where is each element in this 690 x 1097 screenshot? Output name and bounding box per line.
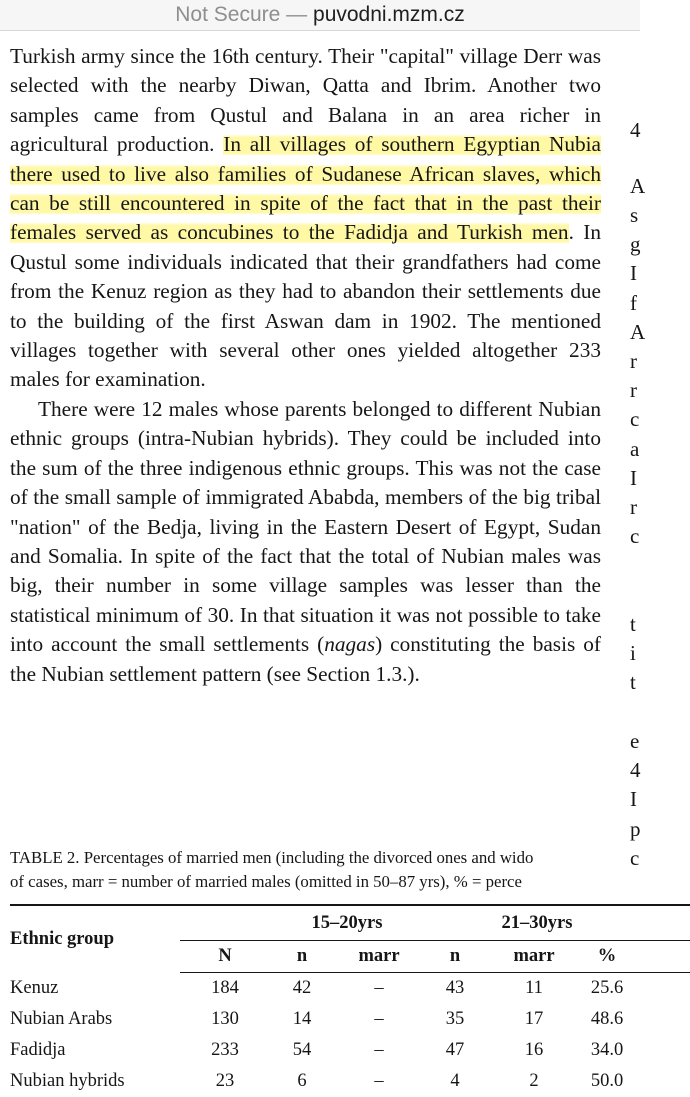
cell-marr1: – [334, 973, 424, 1005]
cell-group: Kenuz [10, 973, 180, 1005]
address-separator: — [286, 3, 307, 26]
caption-line-1: TABLE 2. Percentages of married men (including the divorced ones and wido [10, 846, 690, 870]
right-column-fragment: I [630, 466, 637, 491]
p1-text-end: In Qustul some individuals indicated that their grandfathers had come from the Kenuz region as they had to abandon their settlements due to the building of the first Aswan dam in 1902. The mentioned villages together with several other ones yielded altogether 233 males for examination. [10, 220, 601, 391]
col-n-15-20: n [270, 941, 334, 973]
table-body [10, 973, 690, 1097]
table-row [10, 1066, 690, 1097]
col-n-21-30: n [424, 941, 486, 973]
right-column-fragment: i [630, 641, 636, 666]
cell-n1: 6 [270, 1066, 334, 1097]
right-column-fragment: s [630, 203, 638, 228]
cell-marr1: – [334, 1066, 424, 1097]
col-pct-21-30: % [582, 941, 632, 973]
cell-n2: 43 [424, 973, 486, 1005]
table-caption [10, 846, 690, 894]
right-column-fragment: g [630, 232, 641, 257]
right-column-fragment: t [630, 670, 636, 695]
table-row [10, 1035, 690, 1066]
cell-pct: 25.6 [582, 973, 632, 1005]
cell-pct: 34.0 [582, 1035, 632, 1066]
right-column-fragment: 4 [630, 118, 641, 143]
age-group-21-30-label: 21–30yrs [502, 913, 573, 934]
right-column-fragment: I [630, 261, 637, 286]
cell-marr2: 16 [486, 1035, 582, 1066]
cell-marr1: – [334, 1035, 424, 1066]
cell-n2: 35 [424, 1004, 486, 1035]
cell-n1: 54 [270, 1035, 334, 1066]
cell-group: Nubian Arabs [10, 1004, 180, 1035]
cell-N: 130 [180, 1004, 270, 1035]
cell-group: Fadidja [10, 1035, 180, 1066]
col-marr-15-20: marr [334, 941, 424, 973]
table-row [10, 973, 690, 1005]
cell-N: 184 [180, 973, 270, 1005]
address-bar[interactable] [0, 0, 640, 31]
article-column [10, 42, 601, 689]
married-men-table [10, 904, 690, 1097]
cell-n1: 42 [270, 973, 334, 1005]
cell-marr2: 17 [486, 1004, 582, 1035]
p2-italic-term: nagas [324, 632, 375, 656]
ethnic-group-header: Ethnic group [10, 905, 180, 973]
document-page[interactable] [0, 30, 640, 1096]
cell-pct: 48.6 [582, 1004, 632, 1035]
right-column-fragment: c [630, 524, 639, 549]
right-column-fragment: a [630, 437, 639, 462]
right-column-fragment: r [630, 495, 637, 520]
cell-marr1: – [334, 1004, 424, 1035]
p1-period: . [569, 220, 574, 244]
cell-N: 23 [180, 1066, 270, 1097]
right-column-fragment: I [630, 787, 637, 812]
table-header-row [10, 905, 690, 941]
table-row [10, 1004, 690, 1035]
right-column-fragment: p [630, 817, 641, 842]
col-marr-21-30: marr [486, 941, 582, 973]
right-column-fragment: r [630, 349, 637, 374]
right-column-fragment: e [630, 729, 639, 754]
cell-group: Nubian hybrids [10, 1066, 180, 1097]
right-column-fragment: f [630, 291, 637, 316]
p1-text-start: Turkish army since the 16th century. Their "capital" village Derr was selected with the nearby Diwan, Qatta and Ibrim. Another two samples came from Qustul and Balana in an area richer in agricultural production. [10, 44, 601, 156]
p2-text-end: ) constituting the basis of the Nubian settlement pattern (see Section 1.3.). [10, 632, 601, 685]
age-group-21-30-header [424, 905, 690, 941]
col-N: N [180, 941, 270, 973]
cell-marr2: 2 [486, 1066, 582, 1097]
right-column-fragment: c [630, 407, 639, 432]
cell-n2: 47 [424, 1035, 486, 1066]
highlighted-text: In all villages of southern Egyptian Nubia there used to live also families of Sudanese African slaves, which can be still encountered in spite of the fact that in the past their females served as concubines to the Fadidja and Turkish men [10, 132, 601, 244]
cell-N: 233 [180, 1035, 270, 1066]
right-column-fragment: c [630, 846, 639, 871]
cell-pct: 50.0 [582, 1066, 632, 1097]
paragraph-1 [10, 42, 601, 395]
p2-text-start: There were 12 males whose parents belonged to different Nubian ethnic groups (intra-Nubian hybrids). They could be included into the sum of the three indigenous ethnic groups. This was not the case of the small sample of immigrated Ababda, members of the big tribal "nation" of the Bedja, living in the Eastern Desert of Egypt, Sudan and Somalia. In spite of the fact that the total of Nubian males was big, their number in some village samples was lesser than the statistical minimum of 30. In that situation it was not possible to take into account the small settlements ( [10, 397, 601, 656]
page-domain[interactable]: puvodni.mzm.cz [313, 3, 465, 26]
paragraph-2 [10, 395, 601, 689]
right-column-fragment: r [630, 378, 637, 403]
right-column-fragment: A [630, 320, 645, 345]
caption-line-2: of cases, marr = number of married males (omitted in 50–87 yrs), % = perce [10, 870, 690, 894]
right-column-fragment: A [630, 174, 645, 199]
age-group-15-20-header: 15–20yrs [180, 905, 424, 941]
right-column-fragment: 4 [630, 758, 641, 783]
cell-marr2: 11 [486, 973, 582, 1005]
right-column-fragment: t [630, 612, 636, 637]
cell-n1: 14 [270, 1004, 334, 1035]
cell-n2: 4 [424, 1066, 486, 1097]
security-label: Not Secure [175, 3, 280, 26]
